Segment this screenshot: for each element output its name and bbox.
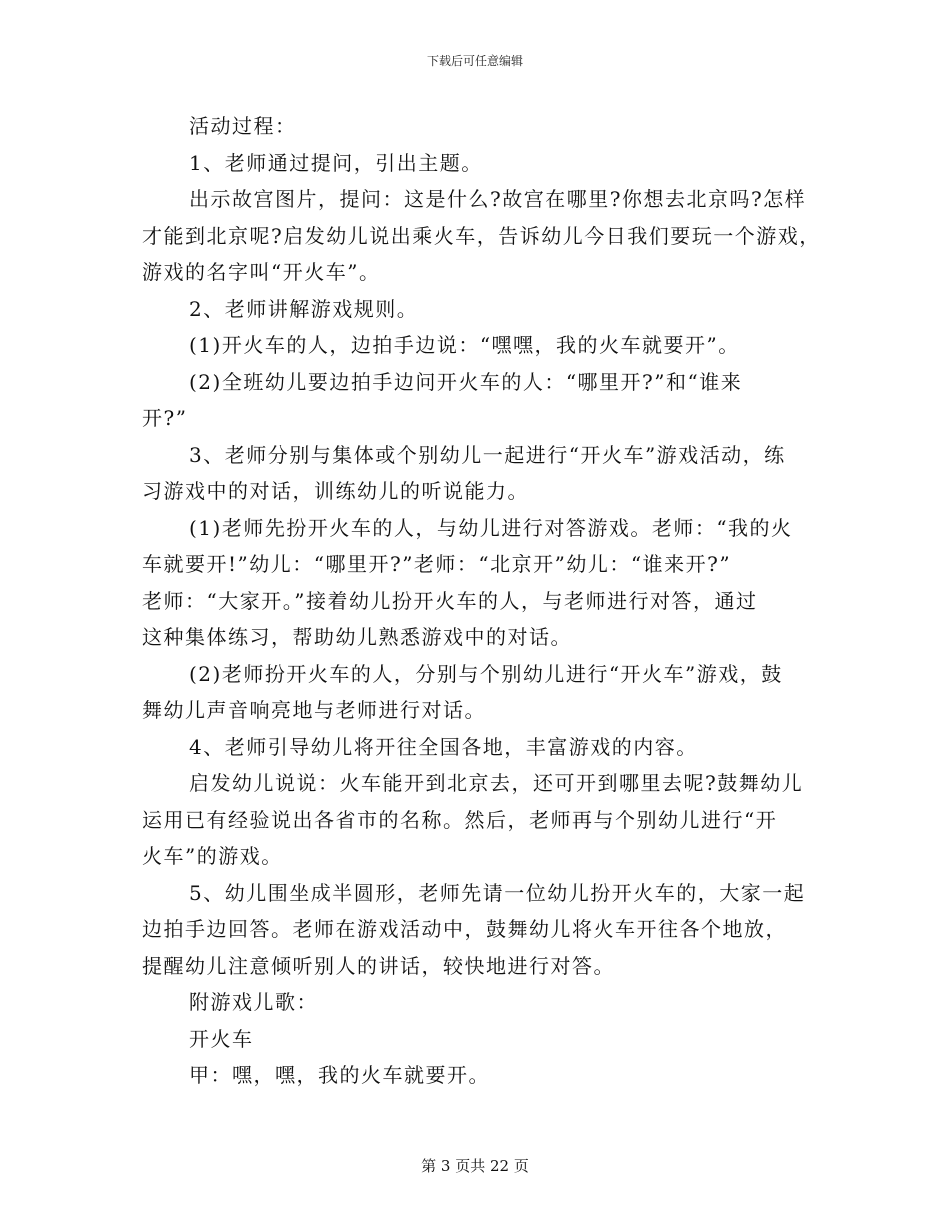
- text-line: 4、老师引导幼儿将开往全国各地，丰富游戏的内容。: [189, 734, 698, 759]
- text-line: 车就要开!”幼儿：“哪里开?”老师：“北京开”幼儿：“谁来开?”: [142, 552, 732, 576]
- text-line: 才能到北京呢?启发幼儿说出乘火车，告诉幼儿今日我们要玩一个游戏，: [142, 223, 821, 248]
- text-line: 运用已有经验说出各省市的名称。然后，老师再与个别幼儿进行“开: [142, 807, 778, 832]
- text-line: 附游戏儿歌：: [189, 990, 318, 1014]
- text-line: 舞幼儿声音响亮地与老师进行对话。: [142, 698, 486, 722]
- text-line: 习游戏中的对话，训练幼儿的听说能力。: [142, 479, 529, 503]
- text-line: 开火车: [189, 1026, 254, 1051]
- text-line: 甲：嘿，嘿，我的火车就要开。: [189, 1063, 490, 1087]
- text-line: 5、幼儿围坐成半圆形，老师先请一位幼儿扮开火车的，大家一起: [189, 880, 806, 905]
- text-line: 1、老师通过提问，引出主题。: [189, 150, 483, 175]
- page-number: 第 3 页共 22 页: [421, 1157, 529, 1175]
- text-line: 3、老师分别与集体或个别幼儿一起进行“开火车”游戏活动，练: [189, 442, 786, 467]
- text-line: 边拍手边回答。老师在游戏活动中，鼓舞幼儿将火车开往各个地放，: [142, 917, 787, 941]
- text-line: (1)老师先扮开火车的人，与幼儿进行对答游戏。老师：“我的火: [189, 515, 793, 540]
- text-line: 开?”: [142, 406, 188, 430]
- text-line: 出示故宫图片，提问：这是什么?故宫在哪里?你想去北京吗?怎样: [189, 187, 807, 211]
- text-line: (2)老师扮开火车的人，分别与个别幼儿进行“开火车”游戏，鼓: [189, 661, 783, 686]
- text-line: 游戏的名字叫“开火车”。: [142, 260, 381, 284]
- text-line: 提醒幼儿注意倾听别人的讲话，较快地进行对答。: [142, 953, 615, 978]
- document-body: [142, 108, 821, 1094]
- text-line: 活动过程：: [189, 114, 297, 138]
- text-line: 老师：“大家开。”接着幼儿扮开火车的人，与老师进行对答，通过: [142, 588, 758, 613]
- text-line: (1)开火车的人，边拍手边说：“嘿嘿，我的火车就要开”。: [189, 333, 740, 357]
- text-line: 启发幼儿说说：火车能开到北京去，还可开到哪里去呢?鼓舞幼儿: [189, 771, 804, 795]
- text-line: 火车”的游戏。: [142, 844, 283, 868]
- page-header-note: 下载后可任意编辑: [426, 54, 523, 68]
- text-line: 这种集体练习，帮助幼儿熟悉游戏中的对话。: [142, 625, 572, 649]
- text-line: (2)全班幼儿要边拍手边问开火车的人：“哪里开?”和“谁来: [189, 369, 743, 394]
- text-line: 2、老师讲解游戏规则。: [189, 296, 419, 321]
